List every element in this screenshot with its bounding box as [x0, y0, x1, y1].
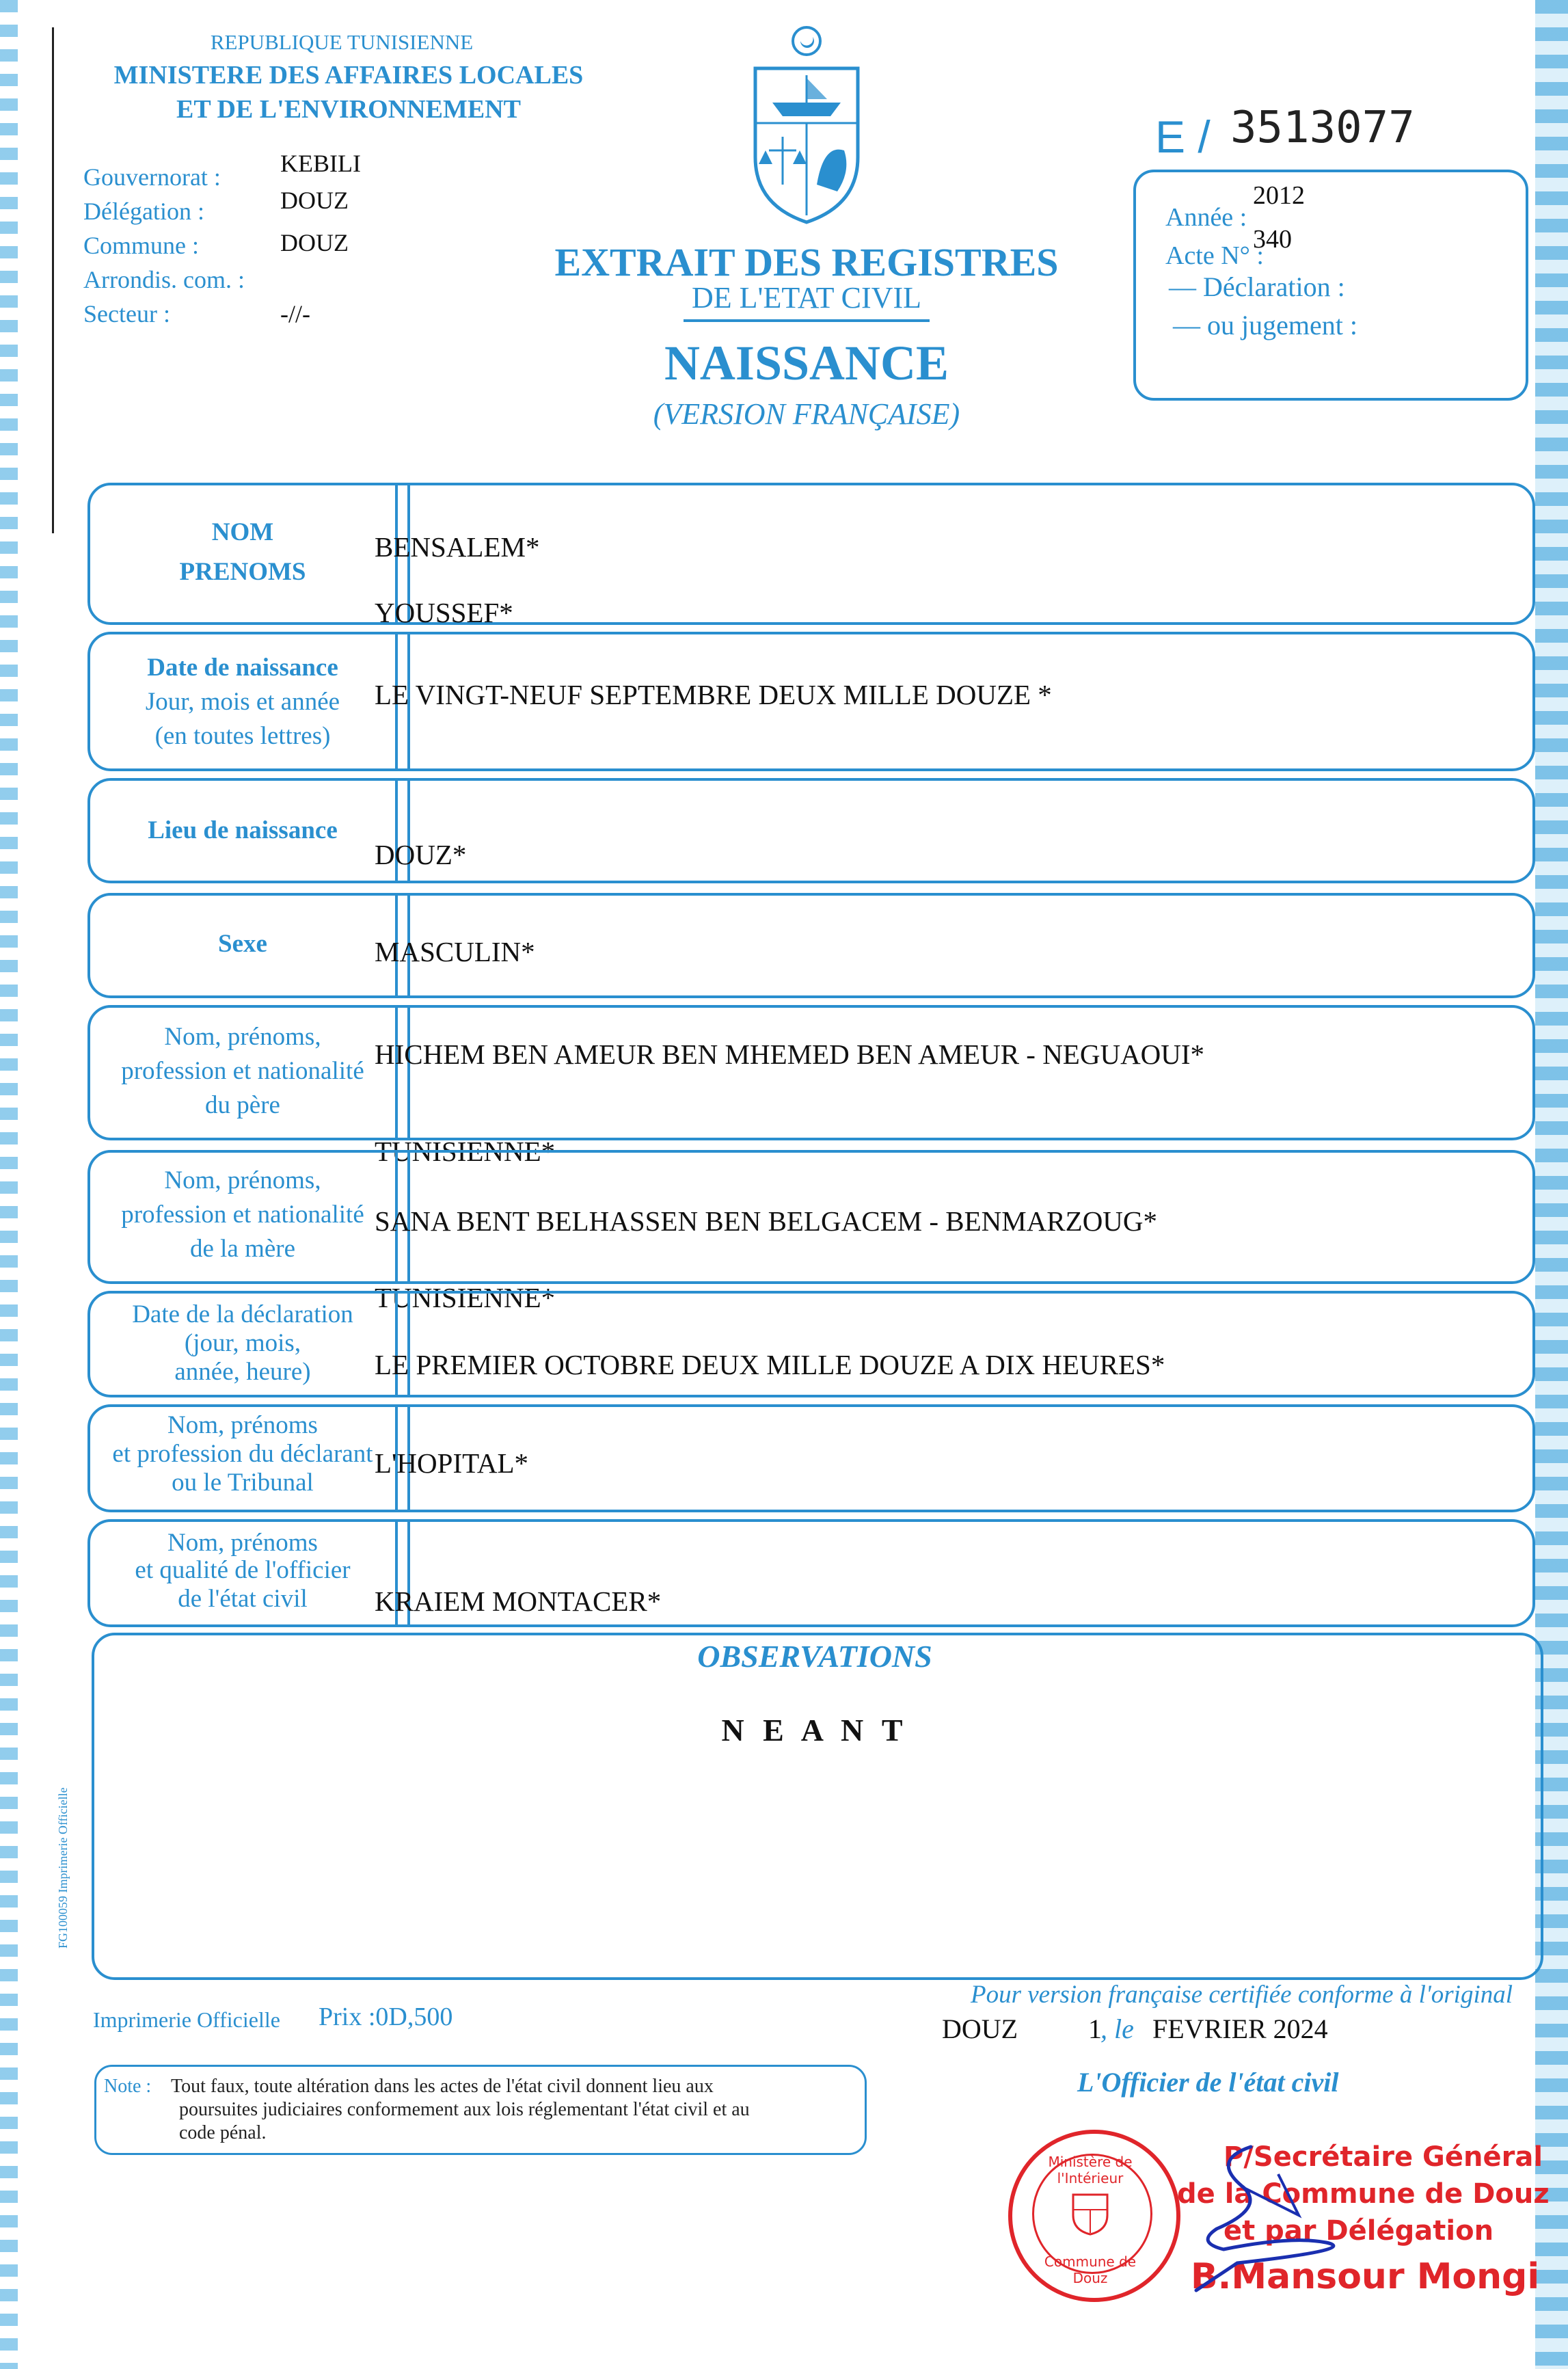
serial-number: 3513077 — [1230, 103, 1415, 153]
certified-text: Pour version française certifiée conforme à l'original — [971, 1981, 1513, 2009]
nom-value: BENSALEM* — [375, 531, 540, 563]
officier-title: L'Officier de l'état civil — [1077, 2067, 1339, 2098]
declaration-date-sublabel: (jour, mois, — [184, 1329, 301, 1357]
mere-value: SANA BENT BELHASSEN BEN BELGACEM - BENMARZOUG* — [375, 1205, 1158, 1237]
title-underline — [684, 319, 930, 322]
gouvernorat-label: Gouvernorat : — [83, 163, 221, 191]
declarant-sublabel-2: ou le Tribunal — [172, 1469, 314, 1497]
note-line-2: poursuites judiciaires conformement aux lois réglementant l'état civil et au — [179, 2099, 750, 2120]
secteur-value: -//- — [280, 300, 310, 327]
annee-value: 2012 — [1253, 181, 1305, 210]
pere-value: HICHEM BEN AMEUR BEN MHEMED BEN AMEUR - NEGUAOUI* — [375, 1039, 1205, 1070]
arrondis-label: Arrondis. com. : — [83, 266, 245, 293]
left-decorative-border — [0, 0, 18, 2369]
stamp-emblem-icon — [1070, 2188, 1111, 2236]
delegation-label: Délégation : — [83, 198, 204, 225]
title-etat-civil: DE L'ETAT CIVIL — [692, 281, 921, 314]
dob-sublabel: Jour, mois et année — [145, 688, 340, 716]
title-extrait: EXTRAIT DES REGISTRES — [554, 240, 1059, 284]
acte-value: 340 — [1253, 225, 1292, 254]
stamp-top-text: Ministère de l'Intérieur — [1048, 2154, 1133, 2186]
ministry-line-1: MINISTERE DES AFFAIRES LOCALES — [113, 61, 584, 90]
date-value: FEVRIER 2024 — [1152, 2013, 1328, 2044]
handwritten-signature-icon — [1155, 2133, 1442, 2297]
prenoms-label: PRENOMS — [179, 558, 306, 586]
sexe-value: MASCULIN* — [375, 936, 535, 967]
coat-of-arms-icon — [742, 21, 871, 226]
row-divider — [395, 1005, 410, 1139]
declaration-date-value: LE PREMIER OCTOBRE DEUX MILLE DOUZE A DIX HEURES* — [375, 1349, 1165, 1380]
row-nom-box — [87, 483, 1535, 625]
place-value: DOUZ — [942, 2013, 1018, 2044]
declaration-date-sublabel-2: année, heure) — [174, 1358, 311, 1386]
dob-label: Date de naissance — [147, 654, 338, 682]
pere-sublabel-2: du père — [205, 1091, 280, 1119]
signatory-title-2: de la Commune de Douz — [1177, 2178, 1550, 2210]
stamp-bottom-text: Commune de Douz — [1044, 2253, 1137, 2286]
jugement-label: — ou jugement : — [1173, 310, 1357, 340]
commune-value: DOUZ — [280, 229, 349, 256]
officier-value: KRAIEM MONTACER* — [375, 1585, 662, 1617]
mere-sublabel-2: de la mère — [189, 1235, 296, 1263]
right-decorative-border — [1535, 0, 1568, 2369]
annee-label: Année : — [1165, 203, 1247, 232]
declarant-label: Nom, prénoms — [167, 1411, 318, 1439]
declarant-value: L'HOPITAL* — [375, 1447, 529, 1479]
pere-label: Nom, prénoms, — [164, 1023, 321, 1051]
mere-sublabel: profession et nationalité — [121, 1201, 364, 1229]
observations-title: OBSERVATIONS — [697, 1639, 932, 1674]
signatory-title-1: P/Secrétaire Général — [1224, 2141, 1543, 2173]
ministry-line-2: ET DE L'ENVIRONNEMENT — [176, 95, 521, 124]
note-prefix: Note : — [104, 2076, 152, 2097]
prix-label: Prix :0D,500 — [319, 2003, 453, 2031]
signatory-title-3: et par Délégation — [1224, 2215, 1494, 2247]
officier-sublabel: et qualité de l'officier — [135, 1556, 351, 1584]
note-line-1: Tout faux, toute altération dans les actes de l'état civil donnent lieu aux — [171, 2076, 714, 2097]
mere-label: Nom, prénoms, — [164, 1166, 321, 1194]
serial-prefix: E / — [1155, 111, 1211, 162]
day-value: 1 — [1088, 2013, 1102, 2044]
gouvernorat-value: KEBILI — [280, 150, 361, 177]
republic-label: REPUBLIQUE TUNISIENNE — [210, 30, 474, 54]
nom-label: NOM — [211, 518, 274, 546]
lieu-value: DOUZ* — [375, 839, 467, 870]
observations-box — [92, 1633, 1543, 1980]
note-line-3: code pénal. — [179, 2122, 267, 2143]
dob-value: LE VINGT-NEUF SEPTEMBRE DEUX MILLE DOUZE * — [375, 679, 1052, 710]
secteur-label: Secteur : — [83, 300, 170, 327]
mere-nationality: TUNISIENNE* — [375, 1282, 556, 1313]
declaration-label: — Déclaration : — [1169, 271, 1345, 302]
observations-text: N E A N T — [721, 1713, 908, 1748]
left-margin-line — [52, 27, 54, 533]
side-print-code: FG100059 Imprimerie Officielle — [56, 1787, 70, 1949]
lieu-label: Lieu de naissance — [148, 816, 338, 844]
title-version: (VERSION FRANÇAISE) — [653, 397, 960, 431]
le-label: , le — [1100, 2013, 1134, 2044]
delegation-value: DOUZ — [280, 187, 349, 214]
officier-label: Nom, prénoms — [167, 1529, 318, 1557]
signatory-name: B.Mansour Mongi — [1191, 2256, 1540, 2297]
pere-sublabel: profession et nationalité — [121, 1057, 364, 1085]
imprimerie-label: Imprimerie Officielle — [93, 2007, 280, 2032]
pere-nationality: TUNISIENNE* — [375, 1136, 556, 1167]
declaration-date-label: Date de la déclaration — [132, 1300, 353, 1328]
title-naissance: NAISSANCE — [664, 336, 949, 390]
commune-label: Commune : — [83, 232, 199, 259]
sexe-label: Sexe — [218, 930, 267, 958]
prenoms-value: YOUSSEF* — [375, 597, 513, 628]
declarant-sublabel: et profession du déclarant — [112, 1440, 373, 1468]
acte-label: Acte N° : — [1165, 241, 1264, 270]
dob-sublabel-2: (en toutes lettres) — [154, 722, 331, 750]
officier-sublabel-2: de l'état civil — [178, 1585, 308, 1613]
